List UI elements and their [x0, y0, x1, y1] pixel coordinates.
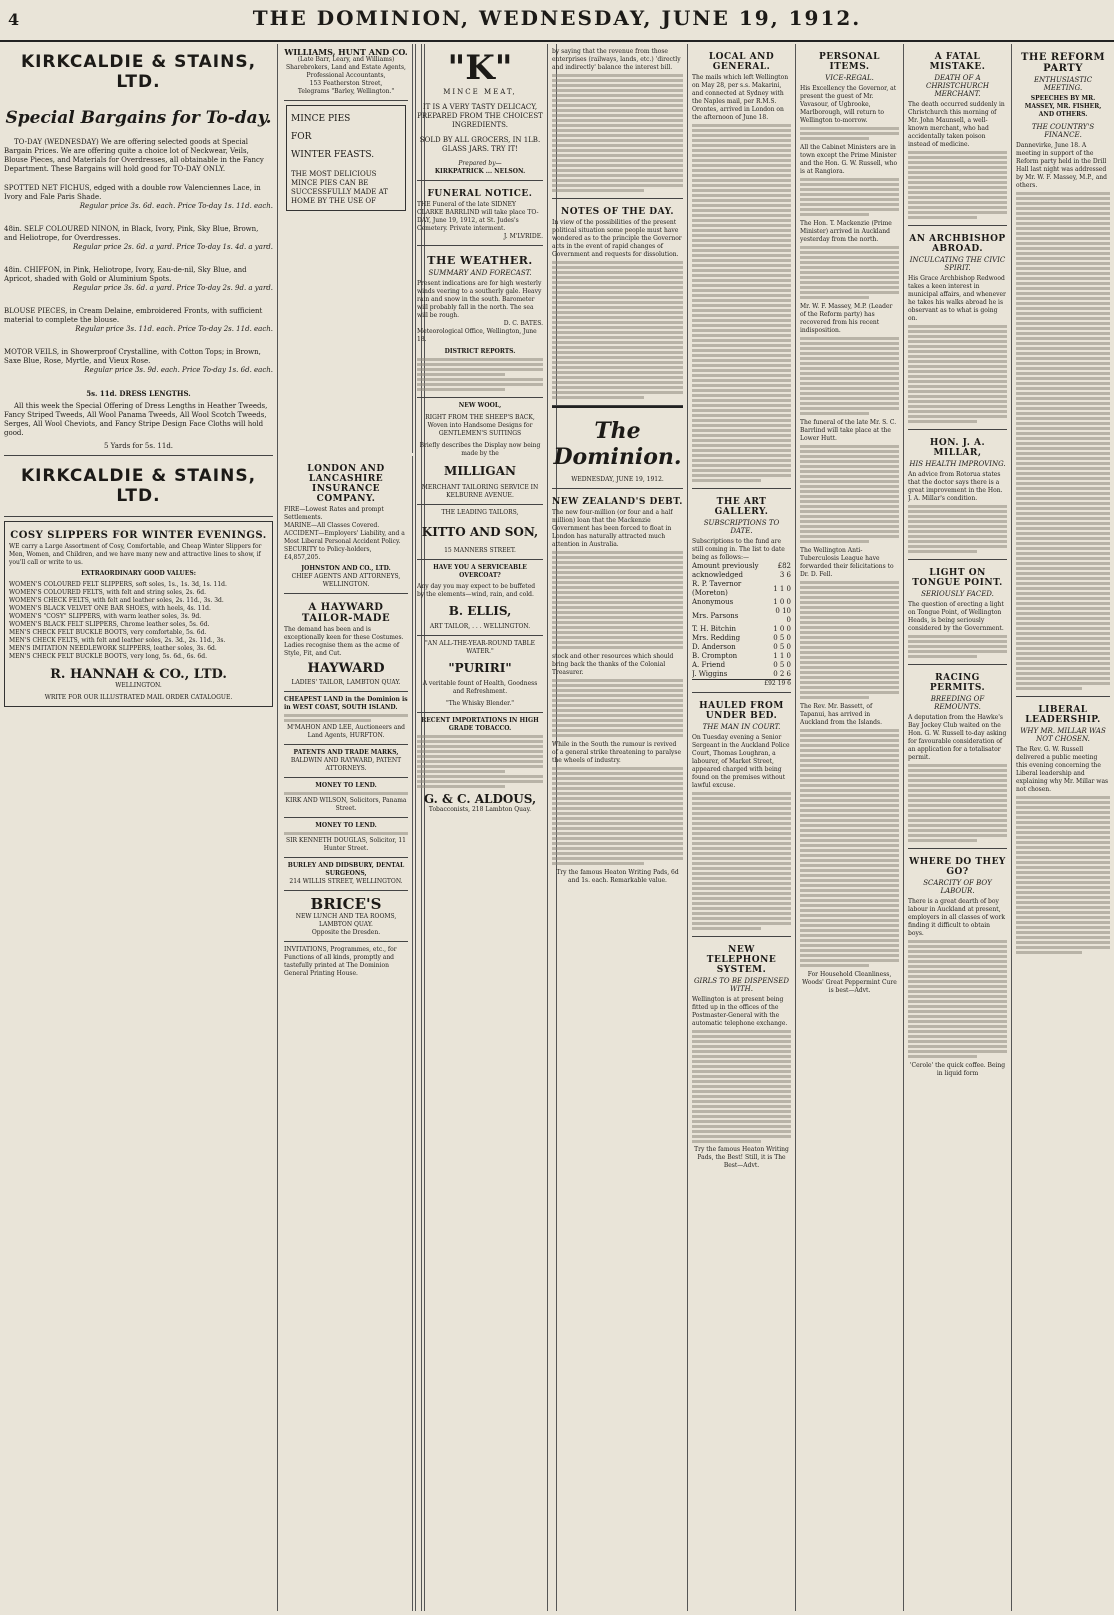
table-row: [692, 625, 791, 634]
overcoat-heading: HAVE YOU A SERVICEABLE OVERCOAT?: [433, 564, 527, 579]
racing-heading: RACING PERMITS.: [929, 673, 986, 693]
tongue-text: The question of erecting a light on Tongue Point, of Wellington Heads, is being seriously considered by the Government.: [908, 601, 1004, 632]
mince-product: MINCE MEAT,: [443, 88, 517, 96]
bargain-desc: SPOTTED NET FICHUS, edged with a double row Valenciennes Lace, in Ivory and Fale Paris Shade.: [4, 184, 261, 201]
table-row: [692, 562, 791, 580]
where-subheading: SCARCITY OF BOY LABOUR.: [923, 879, 992, 895]
slipper-item: WOMEN'S COLOURED FELTS, with felt and string soles, 2s. 6d.: [9, 589, 207, 596]
slipper-item: WOMEN'S "COSY" SLIPPERS, with warm leather soles, 3s. 9d.: [9, 613, 202, 620]
insurance-line: MARINE—All Classes Covered.: [284, 522, 380, 529]
dress-lengths-price: 5 Yards for 5s. 11d.: [103, 442, 174, 450]
column-notices: [413, 44, 548, 1611]
amount: 0 2 6: [773, 670, 791, 678]
slippers-heading: COSY SLIPPERS FOR WINTER EVENINGS.: [10, 530, 267, 541]
local-lead: The mails which left Wellington on May 28, per s.s. Makarini, and connected at Sydney with the Naples mail, per R.M.S. Orontes, arrived in London on the afternoon of June 18.: [692, 74, 789, 121]
mince-sold: SOLD BY ALL GROCERS, IN 1LB. GLASS JARS. TRY IT!: [419, 136, 541, 153]
fatal-text: The death occurred suddenly in Christchurch this morning of Mr. John Maunsell, a well-known merchant, who had accidentally taken poison instead of medicine.: [908, 101, 1005, 148]
bargains-intro: TO-DAY (WEDNESDAY) We are offering selected goods at Special Bargain Prices. We are offering quite a choice lot of Neckwear, Veils, Blouse Pieces, and Materials for Overdresses, all obtainable in the Fancy Department. These Bargains will hold good for TO-DAY ONLY.: [4, 138, 264, 173]
table-water: "AN ALL-THE-YEAR-ROUND TABLE WATER.": [425, 640, 535, 655]
mince-by: Prepared by—: [458, 160, 502, 167]
hannah-city: WELLINGTON.: [115, 682, 162, 689]
art-gallery-total: £92 19 6: [692, 679, 791, 688]
bargain-item: [4, 266, 273, 293]
personal-para: Mr. W. F. Massey, M.P. (Leader of the Reform party) has recovered from his recent indisposition.: [800, 303, 893, 334]
mince-brand: "K": [447, 48, 513, 88]
slippers-subheading: EXTRAORDINARY GOOD VALUES:: [81, 570, 196, 577]
subscriber: A. Friend: [692, 661, 726, 669]
column-personal-items: [796, 44, 904, 1611]
slipper-item: WOMEN'S COLOURED FELT SLIPPERS, soft soles, 1s., 1s. 3d, 1s. 11d.: [9, 581, 227, 588]
amount: 0 5 0: [773, 643, 791, 651]
mince-maker: KIRKPATRICK ... NELSON.: [434, 168, 526, 175]
hannah-cta: WRITE FOR OUR ILLUSTRATED MAIL ORDER CATALOGUE.: [44, 694, 233, 701]
subscriber: Amount previously acknowledged: [692, 562, 759, 579]
racing-text: A deputation from the Hawke's Bay Jockey Club waited on the Hon. G. W. Russell to-day asking for favourable consideration of an application for a totalisator permit.: [908, 714, 1007, 761]
hauled-subheading: THE MAN IN COURT.: [702, 723, 781, 731]
money2-heading: MONEY TO LEND.: [315, 822, 377, 829]
bargain-price: Regular price 3s. 6d. each. Price To-day 1s. 11d. each.: [79, 202, 273, 210]
funeral-heading: FUNERAL NOTICE.: [427, 189, 533, 199]
williams-telegram: Telegrams "Barley, Wellington.": [297, 88, 395, 95]
column-classified-ads: [280, 456, 413, 1611]
weather-sign: D. C. BATES.: [503, 320, 543, 327]
personal-bottom: For Household Cleanliness, Woods' Great Peppermint Cure is best—Advt.: [802, 971, 897, 994]
bargain-desc: MOTOR VEILS, in Showerproof Crystalline, with Cotton Tops; in Brown, Saxe Blue, Rose, Myrtle, and Vieux Rose.: [4, 348, 261, 365]
masthead: [0, 0, 1114, 42]
debt-text: The new four-million (or four and a half million) loan that the Mackenzie Government has been forced to float in London has naturally attracted much attention in Australia.: [552, 509, 673, 548]
mince-heading-1: MINCE PIES: [291, 114, 351, 124]
bargain-item: [4, 225, 273, 252]
slipper-item: MEN'S CHECK FELT BUCKLE BOOTS, very comfortable, 5s. 6d.: [9, 629, 207, 636]
subscriber: Anonymous: [692, 598, 734, 606]
where-heading: WHERE DO THEY GO?: [909, 857, 1006, 877]
weather-subheading: SUMMARY AND FORECAST.: [428, 269, 532, 277]
williams-address: 153 Featherston Street,: [309, 80, 383, 87]
personal-para: The Wellington Anti-Tuberculosis League have forwarded their felicitations to Dr. D. Fell.: [800, 547, 894, 578]
hayward-sub: LADIES' TAILOR, LAMBTON QUAY.: [291, 679, 401, 686]
brice-sub: NEW LUNCH AND TEA ROOMS, LAMBTON QUAY.: [295, 913, 397, 928]
subscriber: T. H. Bitchin: [692, 625, 737, 633]
insurance-line: SECURITY to Policy-holders, £4,857,205.: [284, 546, 372, 561]
district-heading: DISTRICT REPORTS.: [444, 348, 516, 355]
dental-address: 214 WILLIS STREET, WELLINGTON.: [289, 878, 403, 885]
liberal-text: The Rev. G. W. Russell delivered a public meeting this evening concerning the Liberal leadership and explaining why Mr. Millar was not chosen.: [1016, 746, 1109, 793]
column-reform-party: [1012, 44, 1114, 1611]
art-gallery-intro: Subscriptions to the fund are still coming in. The list to date being as follows:—: [692, 538, 785, 561]
subscriptions-table: [692, 562, 791, 679]
table-row: [692, 607, 791, 625]
hauled-text: On Tuesday evening a Senior Sergeant in the Auckland Police Court, Thomas Loughran, a labourer, of Market Street, appeared charged with being found on the premises without lawful excuse.: [692, 734, 790, 789]
slipper-item: MEN'S CHECK FELTS, with felt and leather soles, 2s. 3d., 2s. 11d., 3s.: [9, 637, 226, 644]
dress-lengths-text: All this week the Special Offering of Dress Lengths in Heather Tweeds, Fancy Striped Tweeds, All Wool Panama Tweeds, All Wool Scotch Tweeds, Serges, All Wool Cheviots, and Fancy Stripe Design Face Cloths will hold good.: [4, 402, 268, 437]
newspaper-title: THE DOMINION, WEDNESDAY, JUNE 19, 1912.: [252, 6, 862, 30]
insurance-agents-sub: CHIEF AGENTS AND ATTORNEYS, WELLINGTON.: [291, 573, 401, 588]
tongue-heading: LIGHT ON TONGUE POINT.: [912, 568, 1003, 588]
bargain-price: Regular price 3s. 11d. each. Price To-day 2s. 11d. each.: [75, 325, 273, 333]
amount: 1 0 0: [773, 598, 791, 606]
archbishop-text: His Grace Archbishop Redwood takes a keen interest in municipal affairs, and whenever he takes his walks abroad he is observant as to what is going on.: [908, 275, 1006, 322]
money-firm: KIRK AND WILSON, Solicitors, Panama Street.: [285, 797, 407, 812]
aldous-name: G. & C. ALDOUS,: [423, 792, 537, 806]
amount: 1 1 0: [773, 584, 791, 593]
reform-speeches: SPEECHES BY MR. MASSEY, MR. FISHER, AND OTHERS.: [1024, 95, 1102, 118]
column-editorial: [548, 44, 688, 1611]
williams-sub: (Late Barr, Leary, and Williams): [297, 56, 395, 63]
firm-name: KIRKCALDIE & STAINS, LTD.: [20, 52, 257, 92]
bargain-item: [4, 307, 273, 334]
reform-heading: THE REFORM PARTY: [1020, 52, 1106, 74]
table-row: [692, 670, 791, 679]
puriri-text: A veritable fount of Health, Goodness and Refreshment.: [422, 680, 538, 695]
column-news-briefs: [904, 44, 1012, 1611]
newwool-sub: Briefly describes the Display now being made by the: [419, 442, 541, 457]
phone-text: Wellington is at present being fitted up in the offices of the Postmaster-General with the automatic telephone exchange.: [692, 996, 788, 1027]
personal-para: All the Cabinet Ministers are in town except the Prime Minister and the Hon. G. W. Russell, who is at Rangiora.: [800, 144, 898, 175]
phone-heading: NEW TELEPHONE SYSTEM.: [706, 945, 777, 975]
column-kirkcaldie-ads: [0, 44, 278, 1611]
ellis-name: B. ELLIS,: [448, 604, 512, 618]
amount: 1 1 0: [773, 652, 791, 660]
dress-lengths-heading: 5s. 11d. DRESS LENGTHS.: [86, 389, 191, 398]
subscriber: Mrs. Parsons: [692, 611, 739, 620]
hayward-heading: A HAYWARD TAILOR-MADE: [301, 602, 391, 624]
bargain-desc: 48in. CHIFFON, in Pink, Heliotrope, Ivory, Eau-de-nil, Sky Blue, and Apricot, shaded with Gold or Aluminium Spots.: [4, 266, 247, 283]
fatal-heading: A FATAL MISTAKE.: [929, 52, 986, 72]
amount: 0 5 0: [773, 634, 791, 642]
funeral-sign: J. M'LVRIDE.: [503, 233, 543, 240]
patents-heading: PATENTS AND TRADE MARKS,: [293, 749, 399, 756]
table-row: [692, 652, 791, 661]
tobacco-heading: RECENT IMPORTATIONS IN HIGH GRADE TOBACCO.: [421, 717, 539, 732]
millar-text: An advice from Rotorua states that the doctor says there is a great improvement in the Hon. J. A. Millar's condition.: [908, 471, 1003, 502]
mince-body: THE MOST DELICIOUS MINCE PIES CAN BE SUCCESSFULLY MADE AT HOME BY THE USE OF: [291, 170, 388, 205]
subscriber: B. Crompton: [692, 652, 738, 660]
subscriber: Mrs. Redding: [692, 634, 741, 642]
slippers-intro: WE carry a Large Assortment of Cosy, Comfortable, and Cheap Winter Slippers for Men, Women, and Children, and we have many new and attractive lines to show, if you'll call or write to us.: [9, 543, 262, 566]
fatal-subheading: DEATH OF A CHRISTCHURCH MERCHANT.: [925, 74, 990, 98]
archbishop-heading: AN ARCHBISHOP ABROAD.: [909, 234, 1006, 254]
amount: £82 3 6: [777, 562, 791, 579]
mince-heading-3: WINTER FEASTS.: [291, 150, 375, 160]
slipper-item: WOMEN'S BLACK VELVET ONE BAR SHOES, with heels, 4s. 11d.: [9, 605, 211, 612]
amount: 0 10 0: [775, 607, 791, 624]
personal-heading: PERSONAL ITEMS.: [819, 52, 880, 72]
funeral-text: THE Funeral of the late SIDNEY CLARKE BARRLIND will take place TO-DAY, June 19, 1912, at St. Judes's Cemetery. Private interment.: [417, 201, 539, 232]
land-heading: CHEAPEST LAND in the Dominion is in WEST COAST, SOUTH ISLAND.: [284, 696, 408, 711]
subscriber: J. Wiggins: [692, 670, 728, 678]
reform-text: Dannevirke, June 18. A meeting in support of the Reform party held in the Drill Hall last night was addressed by Mr. W. F. Massey, M.P., and others.: [1016, 142, 1107, 189]
millar-heading: HON. J. A. MILLAR,: [929, 438, 986, 458]
bargain-item: [4, 348, 273, 375]
weather-text: Present indications are for high westerly winds veering to a southerly gale. Heavy rain and snow in the south. Barometer will probably fall in the north. The sea will be rough.: [417, 280, 542, 319]
personal-para: The Rev. Mr. Bassett, of Tapanui, has arrived in Auckland from the Islands.: [800, 703, 882, 726]
kitto-name: KITTO AND SON,: [421, 525, 539, 539]
aldous-sub: Tobacconists, 218 Lambton Quay.: [428, 806, 532, 813]
column-ads-upper: [280, 44, 413, 453]
reform-finance: THE COUNTRY'S FINANCE.: [1031, 123, 1095, 139]
amount: 1 0 0: [773, 625, 791, 633]
weather-office: Meteorological Office, Wellington, June 18.: [417, 328, 537, 343]
bargain-desc: BLOUSE PIECES, in Cream Delaine, embroidered Fronts, with sufficient material to complete the blouse.: [4, 307, 263, 324]
page-number: 4: [8, 10, 20, 29]
hayward-text: The demand has been and is exceptionally keen for these Costumes. Ladies recognise them as the acme of Style, Fit, and Cut.: [284, 626, 404, 657]
williams-heading: WILLIAMS, HUNT AND CO.: [284, 47, 408, 57]
liberal-heading: LIBERAL LEADERSHIP.: [1025, 705, 1101, 725]
table-row: [692, 634, 791, 643]
milligan-name: MILLIGAN: [444, 464, 516, 478]
bargain-price: Regular price 3s. 9d. each. Price To-day 1s. 6d. each.: [84, 366, 273, 374]
williams-text: Sharebrokers, Land and Estate Agents, Professional Accountants,: [286, 64, 406, 79]
slipper-item: WOMEN'S CHECK FELTS, with felt and leather soles, 2s. 11d., 3s. 3d.: [9, 597, 224, 604]
bargain-price: Regular price 3s. 6d. a yard. Price To-day 2s. 9d. a yard.: [72, 284, 273, 292]
land-agents: M'MAHON AND LEE, Auctioneers and Land Agents, HURFTON.: [286, 724, 406, 739]
special-bargains-heading: Special Bargains for To-day.: [5, 108, 272, 128]
subscriber: D. Anderson: [692, 643, 736, 651]
notes-text: In view of the possibilities of the present political situation some people must have wondered as to the principle the Governor acts in the event of rapid changes of Government and requests for dissolution.: [552, 219, 682, 258]
money2-firm: SIR KENNETH DOUGLAS, Solicitor, 11 Hunter Street.: [286, 837, 406, 852]
racing-subheading: BREEDING OF REMOUNTS.: [930, 695, 985, 711]
kitto-heading: THE LEADING TAILORS,: [441, 509, 519, 516]
firm-name-footer: KIRKCALDIE & STAINS, LTD.: [20, 466, 257, 506]
bargain-price: Regular price 2s. 6d. a yard. Price To-day 1s. 4d. a yard.: [72, 243, 273, 251]
reform-subheading: ENTHUSIASTIC MEETING.: [1033, 76, 1093, 92]
slipper-item: WOMEN'S BLACK FELT SLIPPERS, Chrome leather soles, 5s. 6d.: [9, 621, 210, 628]
insurance-line: ACCIDENT—Employers' Liability, and a Most Liberal Personal Accident Policy.: [284, 530, 405, 545]
newwool-heading: NEW WOOL,: [458, 402, 502, 409]
editorial-bottom: Try the famous Heaton Writing Pads, 6d and 1s. each. Remarkable value.: [556, 869, 679, 884]
editorial-intro: by saying that the revenue from those enterprises (railways, lands, etc.) 'directly and indirectly' balance the interest bill.: [552, 48, 681, 71]
weather-heading: THE WEATHER.: [427, 254, 533, 267]
brice-text: Opposite the Dresden.: [311, 929, 381, 936]
mince-heading-2: FOR: [291, 132, 312, 142]
insurance-line: FIRE—Lowest Rates and prompt Settlements.: [284, 506, 384, 521]
invitations-text: INVITATIONS, Programmes, etc., for Functions of all kinds, promptly and tastefully printed at The Dominion General Printing House.: [284, 946, 397, 977]
slipper-item: MEN'S IMITATION NEEDLEWORK SLIPPERS, leather soles, 3s. 6d.: [9, 645, 217, 652]
personal-lead: His Excellency the Governor, at present the guest of Mr. Vavasour, of Ugbrooke, Marlborough, will return to Wellington to-morrow.: [800, 85, 897, 124]
archbishop-subheading: INCULCATING THE CIVIC SPIRIT.: [909, 256, 1006, 272]
ellis-sub: ART TAILOR, . . . WELLINGTON.: [429, 623, 531, 630]
notes-heading: NOTES OF THE DAY.: [560, 207, 675, 217]
patents-firm: BALDWIN AND RAYWARD, PATENT ATTORNEYS.: [290, 757, 402, 772]
brice-heading: BRICE'S: [310, 895, 382, 913]
hauled-heading: HAULED FROM UNDER BED.: [699, 701, 784, 721]
hayward-name: HAYWARD: [307, 661, 385, 676]
bargain-desc: 48in. SELF COLOURED NINON, in Black, Ivory, Pink, Sky Blue, Brown, and Heliotrope, for Overdresses.: [4, 225, 259, 242]
slipper-item: MEN'S CHECK FELT BUCKLE BOOTS, very long, 5s. 6d., 6s. 6d.: [9, 653, 207, 660]
dental-heading: BURLEY AND DIDSBURY, DENTAL SURGEONS,: [287, 862, 405, 877]
phone-subheading: GIRLS TO BE DISPENSED WITH.: [693, 977, 790, 993]
subscriber: R. P. Tavernor (Moreton): [692, 580, 742, 597]
tongue-subheading: SERIOUSLY FACED.: [921, 590, 994, 598]
millar-subheading: HIS HEALTH IMPROVING.: [909, 460, 1006, 468]
insurance-heading: LONDON AND LANCASHIRE INSURANCE COMPANY.: [307, 464, 385, 504]
personal-para: The Hon. T. Mackenzie (Prime Minister) arrived in Auckland yesterday from the north.: [800, 220, 892, 243]
dominion-nameplate: The Dominion.: [553, 418, 682, 470]
newwool-text: RIGHT FROM THE SHEEP'S BACK, Woven into Handsome Designs for GENTLEMEN'S SUITINGS: [425, 414, 535, 437]
art-gallery-subheading: SUBSCRIPTIONS TO DATE.: [703, 519, 780, 535]
editorial-para: stock and other resources which should bring back the thanks of the Colonial Treasurer.: [552, 653, 674, 676]
table-row: [692, 580, 791, 598]
amount: 0 5 0: [773, 661, 791, 669]
editorial-para: While in the South the rumour is revived of a general strike threatening to paralyse the wheels of industry.: [552, 741, 682, 764]
milligan-sub: MERCHANT TAILORING SERVICE IN KELBURNE AVENUE.: [421, 484, 539, 499]
table-row: [692, 598, 791, 607]
art-gallery-heading: THE ART GALLERY.: [714, 497, 769, 517]
whisky-text: "The Whisky Blender.": [445, 700, 515, 707]
hannah-name: R. HANNAH & CO., LTD.: [50, 667, 227, 682]
news-bottom: 'Cerole' the quick coffee. Being in liquid form: [909, 1062, 1006, 1077]
insurance-agents: JOHNSTON AND CO., LTD.: [301, 565, 391, 572]
local-bottom: Try the famous Heaton Writing Pads, the Best! Still, it is The Best—Advt.: [694, 1146, 789, 1169]
personal-para: The funeral of the late Mr. S. C. Barrlind will take place at the Lower Hutt.: [800, 419, 897, 442]
personal-subheading: VICE-REGAL.: [825, 74, 874, 82]
overcoat-text: Any day you may expect to be buffeted by the elements—wind, rain, and cold.: [417, 583, 536, 598]
money-heading: MONEY TO LEND.: [315, 782, 377, 789]
liberal-subheading: WHY MR. MILLAR WAS NOT CHOSEN.: [1020, 727, 1106, 743]
bargain-item: [4, 184, 273, 211]
debt-heading: NEW ZEALAND'S DEBT.: [552, 497, 683, 507]
mince-text: IT IS A VERY TASTY DELICACY, PREPARED FROM THE CHOICEST INGREDIENTS.: [417, 103, 543, 129]
where-text: There is a great dearth of boy labour in Auckland at present, employers in all classes of work finding it difficult to obtain boys.: [908, 898, 1005, 937]
kitto-address: 15 MANNERS STREET.: [444, 547, 516, 554]
table-row: [692, 643, 791, 652]
local-heading: LOCAL AND GENERAL.: [708, 52, 775, 72]
puriri-name: "PURIRI": [448, 661, 512, 675]
dominion-date: WEDNESDAY, JUNE 19, 1912.: [571, 476, 664, 483]
table-row: [692, 661, 791, 670]
column-local-general: [688, 44, 796, 1611]
